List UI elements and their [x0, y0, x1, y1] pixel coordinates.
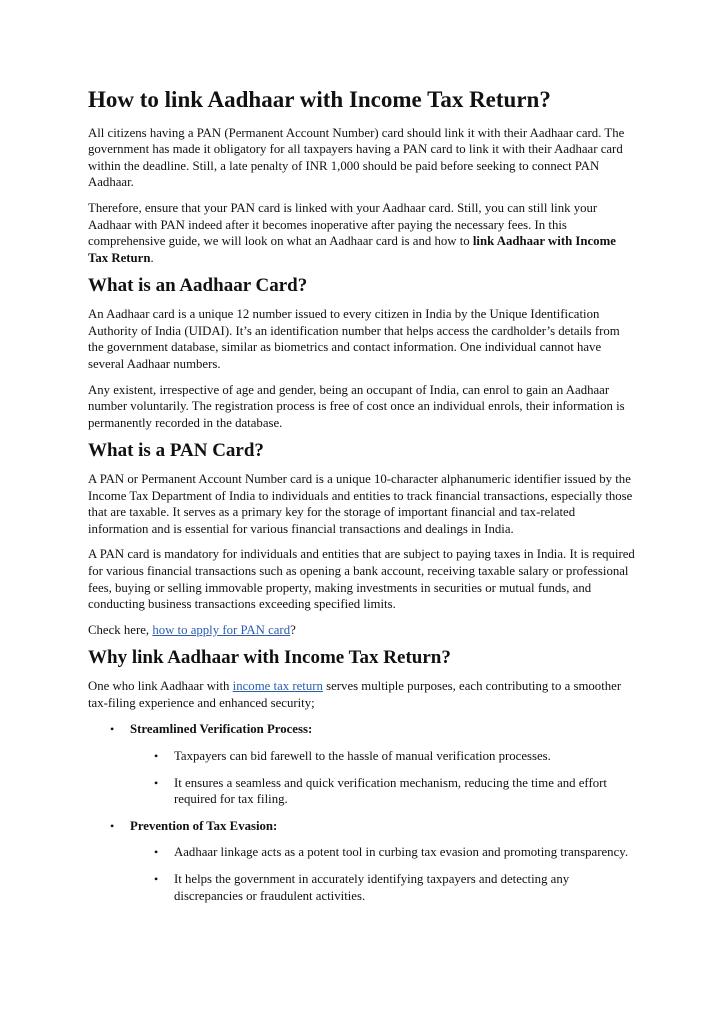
bullet-icon: • — [110, 818, 115, 833]
list-item — [88, 721, 636, 738]
list-item-text: It helps the government in accurately identifying taxpayers and detecting any discrepancies or fraudulent activities. — [174, 871, 570, 903]
page-title: How to link Aadhaar with Income Tax Return? — [88, 87, 551, 112]
bullet-icon: • — [154, 749, 159, 764]
pan-paragraph-2: A PAN card is mandatory for individuals and entities that are subject to paying taxes in India. It is required for various financial transactions such as opening a bank account, receiving taxable salary or professional fees, buying or selling immovable property, making investments in securities or mutual funds, and conducting business transactions exceeding specified limits. — [88, 547, 635, 612]
intro-paragraph-2 — [88, 200, 636, 266]
bullet-icon: • — [154, 775, 159, 790]
list-item — [88, 775, 636, 808]
document-page — [88, 86, 636, 914]
income-tax-return-link[interactable]: income tax return — [232, 679, 323, 694]
list-item-text: It ensures a seamless and quick verification mechanism, reducing the time and effort required for tax filing. — [174, 775, 607, 807]
list-item-text: Aadhaar linkage acts as a potent tool in curbing tax evasion and promoting transparency. — [174, 845, 629, 860]
bullet-icon: • — [154, 871, 159, 886]
bullet-icon: • — [110, 722, 115, 737]
why-intro-paragraph — [88, 678, 636, 711]
why-intro-suffix: serves multiple purposes, each contributing to a smoother tax-filing experience and enhanced security; — [88, 679, 622, 710]
list-item — [88, 871, 636, 904]
check-pan-prefix: Check here, — [88, 622, 153, 637]
intro-paragraph-2-bold: link Aadhaar with Income Tax Return — [88, 234, 616, 265]
benefits-list — [88, 721, 636, 904]
list-item-label: Prevention of Tax Evasion: — [130, 818, 278, 833]
pan-paragraph-1: A PAN or Permanent Account Number card is a unique 10-character alphanumeric identifier issued by the Income Tax Department of India to individuals and entities to track financial transactions, especially those that are taxable. It serves as a primary key for the storage of important financial and tax-related information and is essential for various financial transactions and dealings in India. — [88, 472, 633, 536]
intro-paragraph-2-text: Therefore, ensure that your PAN card is linked with your Aadhaar card. Still, you can still link your Aadhaar with PAN indeed after it becomes inoperative after paying the necessary fees. In this comprehensive guide, we will look on what an Aadhaar card is and how to — [88, 200, 598, 249]
aadhaar-paragraph-1: An Aadhaar card is a unique 12 number issued to every citizen in India by the Unique Identification Authority of India (UIDAI). It’s an identification number that helps access the cardholder’s details from the government database, similar as biometrics and contact information. One individual cannot have several Aadhaar numbers. — [88, 307, 620, 371]
why-intro-prefix: One who link Aadhaar with — [88, 679, 233, 694]
heading-pan: What is a PAN Card? — [88, 440, 264, 462]
bullet-icon: • — [154, 845, 159, 860]
heading-aadhaar: What is an Aadhaar Card? — [88, 275, 308, 297]
intro-paragraph-1: All citizens having a PAN (Permanent Account Number) card should link it with their Aadhaar card. The government has made it obligatory for all taxpayers having a PAN card to link it with their Aadhaar card within the deadline. Still, a late penalty of INR 1,000 should be paid before seeking to connect PAN Aadhaar. — [88, 125, 625, 190]
list-item-label: Streamlined Verification Process: — [130, 722, 313, 737]
check-pan-paragraph — [88, 622, 636, 639]
list-item-text: Taxpayers can bid farewell to the hassle of manual verification processes. — [174, 749, 551, 764]
check-pan-suffix: ? — [290, 622, 296, 637]
aadhaar-paragraph-2: Any existent, irrespective of age and gender, being an occupant of India, can enrol to gain an Aadhaar number voluntarily. The registration process is free of cost once an individual enrols, their information is permanently recorded in the database. — [88, 382, 625, 430]
list-item — [88, 844, 636, 861]
list-item — [88, 818, 636, 835]
intro-paragraph-2-end: . — [150, 250, 154, 265]
heading-why-link: Why link Aadhaar with Income Tax Return? — [88, 647, 451, 669]
apply-pan-card-link[interactable]: how to apply for PAN card — [152, 622, 291, 637]
list-item — [88, 748, 636, 765]
